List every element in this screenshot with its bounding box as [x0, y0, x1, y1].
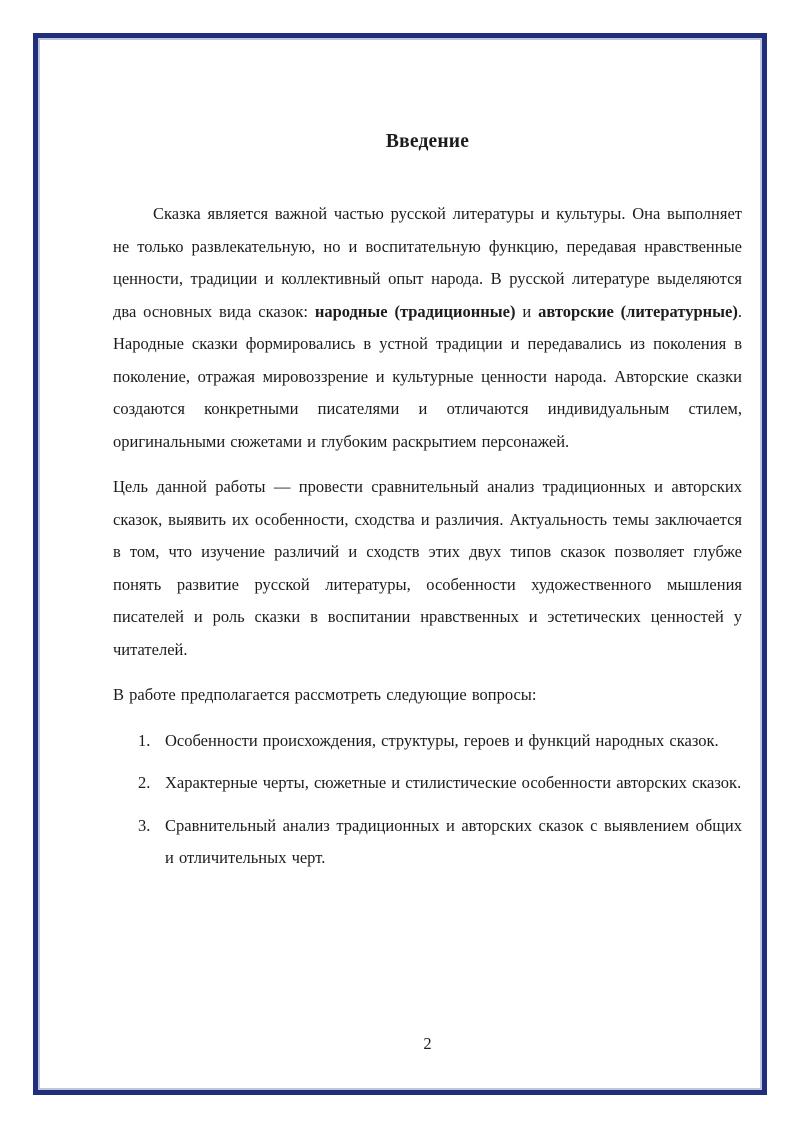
page-title: Введение [385, 131, 470, 152]
text-run: и [515, 301, 539, 321]
text-run: . Народные сказки формировались в устной традиции и передавались из поколения в поколение, отражая мировоззрение и культурные ценности народа. Авторские сказки создаются конкретными писателями и отличаются индивидуальным стилем, оригинальными сюжетами и глубоким раскрытием персонажей. [113, 301, 743, 451]
list-item-text: Сравнительный анализ традиционных и авторских сказок с выявлением общих и отличительных черт. [165, 815, 742, 867]
bold-text-run: авторские (литературные) [538, 301, 738, 321]
list-item [138, 767, 742, 800]
text-run: Цель данной работы — провести сравнительный анализ традиционных и авторских сказок, выявить их особенности, сходства и различия. Актуальность темы заключается в том, что изучение различий и сходств этих двух типов сказок позволяет глубже понять развитие русской литературы, особенности художественного мышления писателей и роль сказки в воспитании нравственных и эстетических ценностей у читателей. [113, 477, 742, 659]
list-item-number: 3. [138, 815, 151, 835]
document-content [113, 0, 742, 885]
question-list [138, 725, 742, 875]
paragraphs [113, 198, 742, 712]
paragraph [113, 679, 742, 712]
text-run: В работе предполагается рассмотреть следующие вопросы: [113, 685, 537, 704]
paragraph [113, 198, 742, 458]
list-item-text: Характерные черты, сюжетные и стилистические особенности авторских сказок. [165, 773, 742, 792]
bold-text-run: народные (традиционные) [314, 301, 516, 321]
list-item [138, 810, 742, 875]
page-number: 2 [423, 1034, 432, 1053]
text-run: Сказка является важной частью русской литературы и культуры. Она выполняет не только развлекательную, но и воспитательную функцию, передавая нравственные ценности, традиции и коллективный опыт народа. В русской литературе выделяются два основных вида сказок: [113, 204, 742, 321]
list-item-number: 1. [138, 730, 151, 750]
list-item-number: 2. [138, 773, 151, 792]
list-item [138, 725, 742, 758]
list-item-text: Особенности происхождения, структуры, героев и функций народных сказок. [165, 730, 719, 750]
paragraph [113, 471, 742, 666]
